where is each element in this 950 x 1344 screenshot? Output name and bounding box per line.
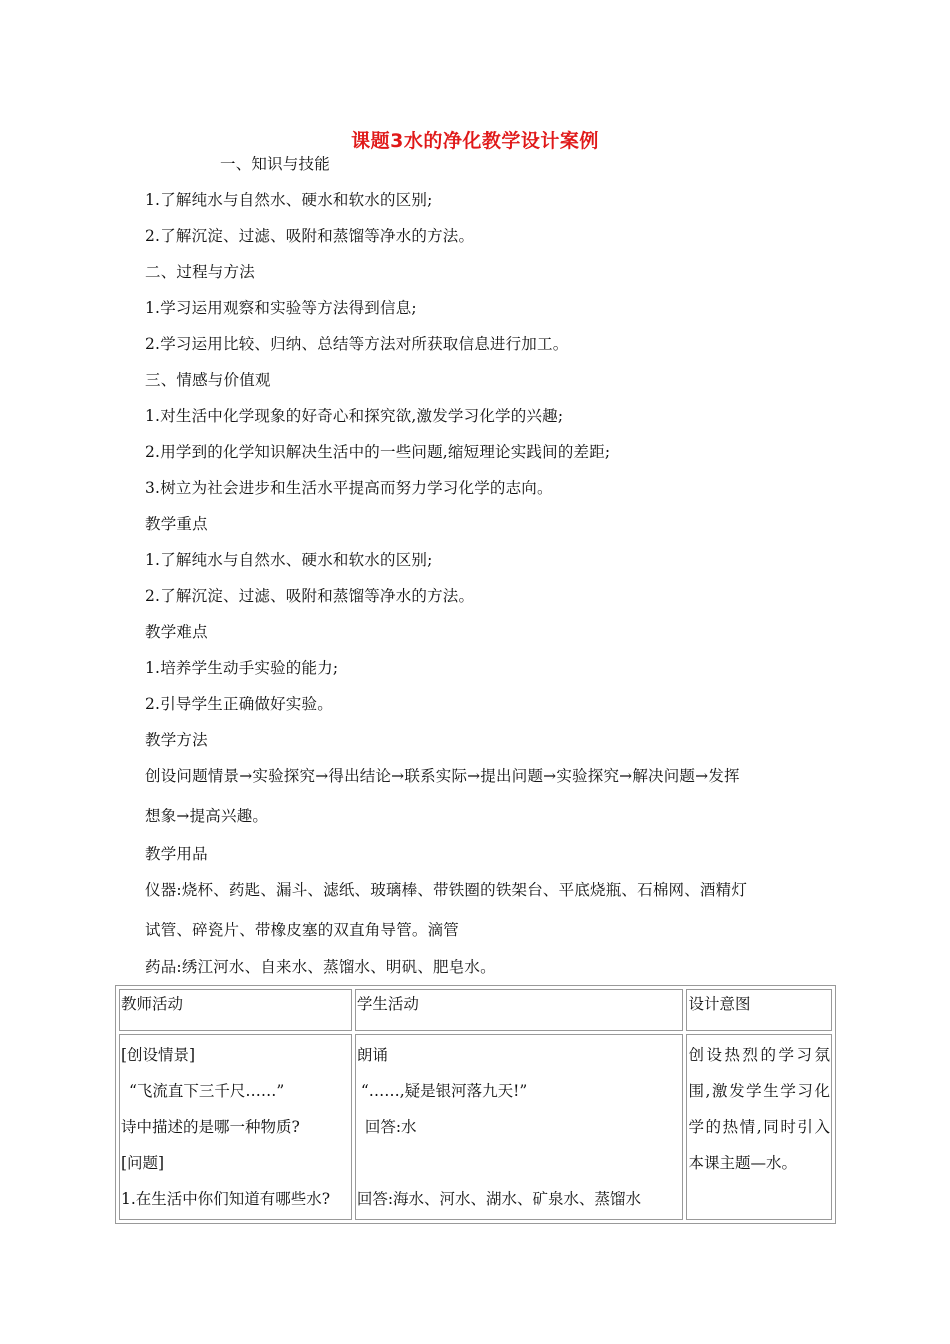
document-title: 课题3水的净化教学设计案例 — [351, 130, 599, 152]
text-line: 1.了解纯水与自然水、硬水和软水的区别; — [145, 551, 433, 569]
section-heading-knowledge: 一、知识与技能 — [220, 155, 330, 173]
teacher-line: 1.在生活中你们知道有哪些水? — [121, 1190, 331, 1208]
student-line: 回答:水 — [364, 1118, 417, 1136]
student-line: 朗诵 — [356, 1046, 388, 1064]
header-teacher-activity: 教师活动 — [119, 989, 352, 1031]
text-line: 1.对生活中化学现象的好奇心和探究欲,激发学习化学的兴趣; — [145, 407, 564, 425]
teacher-line: [创设情景] — [121, 1046, 196, 1064]
student-line: “……,疑是银河落九天!” — [360, 1082, 528, 1100]
activity-table — [115, 985, 836, 1224]
section-heading-materials: 教学用品 — [145, 845, 208, 863]
section-heading-methods: 教学方法 — [145, 731, 208, 749]
teacher-line: [问题] — [121, 1154, 165, 1172]
text-line: 1.培养学生动手实验的能力; — [145, 659, 339, 677]
teacher-line: 诗中描述的是哪一种物质? — [121, 1118, 300, 1136]
text-line: 药品:绣江河水、自来水、蒸馏水、明矾、肥皂水。 — [145, 958, 496, 976]
design-intent-cell — [686, 1034, 832, 1220]
table-row — [119, 1034, 832, 1220]
text-line: 1.了解纯水与自然水、硬水和软水的区别; — [145, 191, 433, 209]
text-line: 试管、碎瓷片、带橡皮塞的双直角导管。滴管 — [145, 921, 460, 939]
header-student-activity: 学生活动 — [355, 989, 684, 1031]
text-line: 2.用学到的化学知识解决生活中的一些问题,缩短理论实践间的差距; — [145, 443, 611, 461]
text-line: 3.树立为社会进步和生活水平提高而努力学习化学的志向。 — [145, 479, 553, 497]
text-line: 2.学习运用比较、归纳、总结等方法对所获取信息进行加工。 — [145, 335, 569, 353]
design-intent-text: 创设热烈的学习氛围,激发学生学习化学的热情,同时引入本课主题—水。 — [688, 1046, 830, 1172]
student-activity-cell — [355, 1034, 684, 1220]
table-header-row — [119, 989, 832, 1031]
text-line: 2.了解沉淀、过滤、吸附和蒸馏等净水的方法。 — [145, 227, 475, 245]
text-line: 1.学习运用观察和实验等方法得到信息; — [145, 299, 417, 317]
teacher-activity-cell — [119, 1034, 352, 1220]
text-line: 仪器:烧杯、药匙、漏斗、滤纸、玻璃棒、带铁圈的铁架台、平底烧瓶、石棉网、酒精灯 — [145, 881, 748, 899]
student-line-blank — [357, 1145, 682, 1181]
text-line: 2.引导学生正确做好实验。 — [145, 695, 333, 713]
text-line: 2.了解沉淀、过滤、吸附和蒸馏等净水的方法。 — [145, 587, 475, 605]
section-heading-process: 二、过程与方法 — [145, 263, 255, 281]
section-heading-key-points: 教学重点 — [145, 515, 208, 533]
section-heading-values: 三、情感与价值观 — [145, 371, 271, 389]
section-heading-difficulties: 教学难点 — [145, 623, 208, 641]
student-line: 回答:海水、河水、湖水、矿泉水、蒸馏水 — [356, 1190, 642, 1208]
header-design-intent: 设计意图 — [686, 989, 832, 1031]
text-line: 创设问题情景→实验探究→得出结论→联系实际→提出问题→实验探究→解决问题→发挥 — [145, 767, 740, 785]
teacher-line: “飞流直下三千尺……” — [129, 1082, 285, 1100]
text-line: 想象→提高兴趣。 — [145, 807, 269, 825]
